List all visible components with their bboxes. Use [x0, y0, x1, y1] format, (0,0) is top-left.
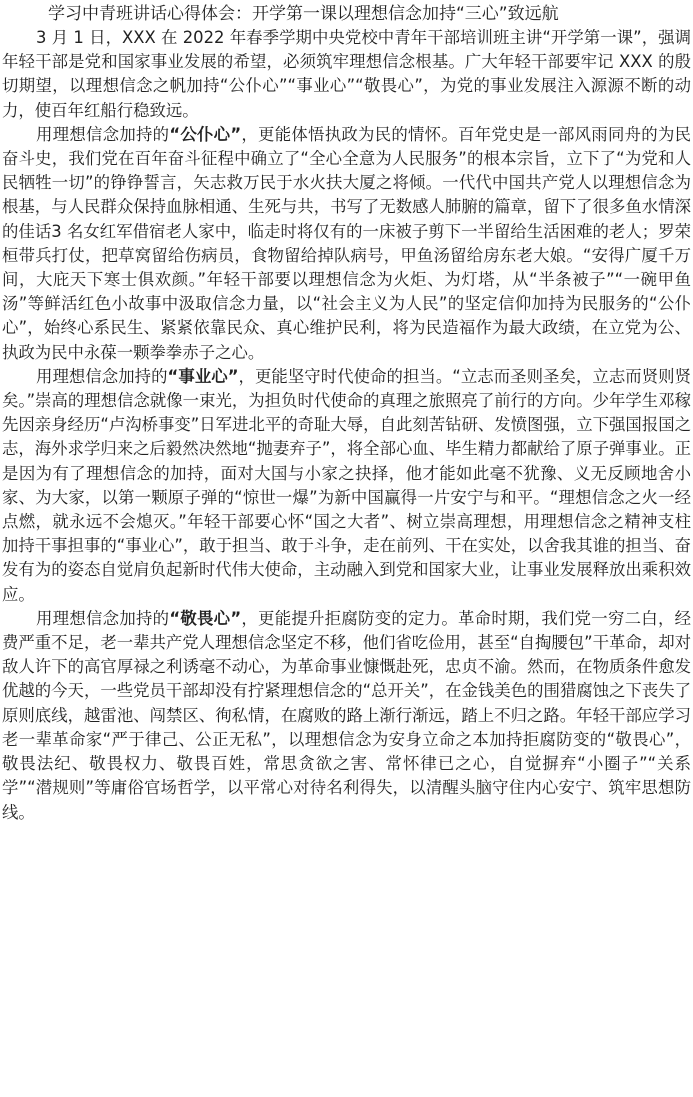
section-keyword: “敬畏心”: [169, 608, 242, 628]
section-body: ，更能坚守时代使命的担当。“立志而圣则圣矣，立志而贤则贤矣。”崇高的理想信念就像一束光，为担负时代使命的真理之旅照亮了前行的方向。少年学生邓稼先因亲身经历“卢沟桥事变”日军进北平的奇耻大辱，自此刻苦钻研、发愤图强，立下强国报国之志，海外求学归来之后毅然决然地“抛妻弃子”，将全部心血、毕生精力都献给了原子弹事业。正是因为有了理想信念的加持，面对大国与小家之抉择，他才能如此毫不犹豫、义无反顾地舍小家、为大家，以第一颗原子弹的“惊世一爆”为新中国赢得一片安宁与和平。“理想信念之火一经点燃，就永远不会熄灭。”年轻干部要心怀“国之大者”、树立崇高理想，用理想信念之精神支柱加持干事担事的“事业心”，敢于担当、敢于斗争，走在前列、干在实处，以舍我其谁的担当、奋发有为的姿态自觉肩负起新时代伟大使命，主动融入到党和国家大业，让事业发展释放出乘积效应。: [2, 366, 691, 604]
section-paragraph-career: [2, 365, 691, 607]
section-paragraph-public-servant: [2, 123, 691, 365]
section-lead: 用理想信念加持的: [36, 366, 168, 386]
document-title: 学习中青班讲话心得体会：开学第一课以理想信念加持“三心”致远航: [48, 4, 559, 24]
section-keyword: “事业心”: [167, 366, 239, 386]
section-body: ，更能提升拒腐防变的定力。革命时期，我们党一穷二白，经费严重不足，老一辈共产党人理想信念坚定不移，他们省吃俭用，甚至“自掏腰包”干革命，却对敌人许下的高官厚禄之利诱毫不动心，为革命事业慷慨赴死，忠贞不渝。然而，在物质条件愈发优越的今天，一些党员干部却没有拧紧理想信念的“总开关”，在金钱美色的围猎腐蚀之下丧失了原则底线，越雷池、闯禁区、徇私情，在腐败的路上渐行渐远，踏上不归之路。年轻干部应学习老一辈革命家“严于律己、公正无私”，以理想信念为安身立命之本加持拒腐防变的“敬畏心”，敬畏法纪、敬畏权力、敬畏百姓，常思贪欲之害、常怀律已之心，自觉摒弃“小圈子”“关系学”“潜规则”等庸俗官场哲学，以平常心对待名利得失，以清醒头脑守住内心安宁、筑牢思想防线。: [2, 608, 692, 822]
intro-paragraph: 3 月 1 日，XXX 在 2022 年春季学期中央党校中青年干部培训班主讲“开学第一课”，强调年轻干部是党和国家事业发展的希望，必须筑牢理想信念根基。广大年轻干部要牢记 XXX 的殷切期望，以理想信念之帆加持“公仆心”“事业心”“敬畏心”，为党的事业发展注入源源不断的动力，使百年红船行稳致远。: [2, 28, 691, 120]
section-body: ，更能体悟执政为民的情怀。百年党史是一部风雨同舟的为民奋斗史，我们党在百年奋斗征程中确立了“全心全意为人民服务”的根本宗旨，立下了“为党和人民牺牲一切”的铮铮誓言，矢志救万民于水火扶大厦之将倾。一代代中国共产党人以理想信念为根基，与人民群众保持血脉相通、生死与共，书写了无数感人肺腑的篇章，留下了很多鱼水情深的佳话3 名女红军借宿老人家中，临走时将仅有的一床被子剪下一半留给生活困难的老人；罗荣桓带兵打仗，把草窝留给伤病员，食物留给掉队病号，甲鱼汤留给房东老大娘。“安得广厦千万间，大庇天下寒士俱欢颜。”年轻干部要以理想信念为火炬、为灯塔，从“半条被子”“一碗甲鱼汤”等鲜活红色小故事中汲取信念力量，以“社会主义为人民”的坚定信仰加持为民服务的“公仆心”，始终心系民生、紧紧依靠民众、真心维护民利，将为民造福作为最大政绩，在立党为公、执政为民中永葆一颗拳拳赤子之心。: [2, 124, 692, 362]
section-lead: 用理想信念加持的: [36, 124, 170, 144]
section-keyword: “公仆心”: [169, 124, 242, 144]
section-paragraph-reverence: [2, 607, 691, 825]
section-lead: 用理想信念加持的: [36, 608, 170, 628]
